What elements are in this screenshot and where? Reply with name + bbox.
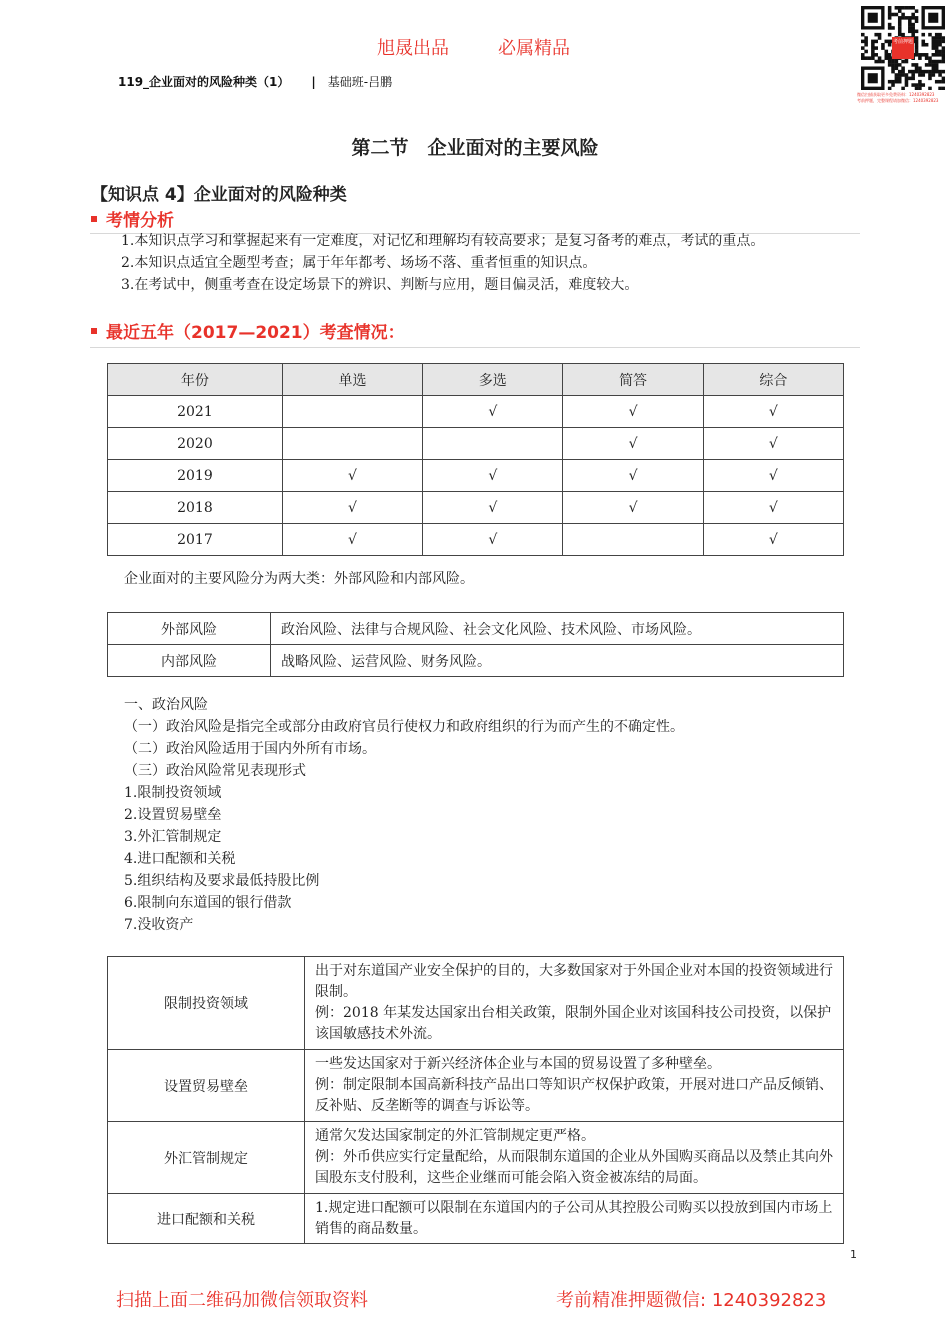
- form-line: 例：制定限制本国高新科技产品出口等知识产权保护政策，开展对进口产品反倾销、反补贴、反垄断等的调查与诉讼等。: [315, 1077, 833, 1114]
- list-item: 一、政治风险: [124, 697, 208, 713]
- form-line: 通常欠发达国家制定的外汇管制规定更严格。: [315, 1128, 595, 1144]
- risk-type-table: [107, 612, 844, 677]
- table-cell: √: [703, 460, 843, 492]
- form-key: 设置贸易壁垒: [108, 1050, 305, 1122]
- table-row: [108, 613, 844, 645]
- list-item: 2.设置贸易壁垒: [124, 807, 222, 823]
- table-cell: 2018: [108, 492, 283, 524]
- risk-type-value: 政治风险、法律与合规风险、社会文化风险、技术风险、市场风险。: [271, 613, 844, 645]
- column-header: 简答: [563, 364, 703, 396]
- risk-type-value: 战略风险、运营风险、财务风险。: [271, 645, 844, 677]
- list-item: 5.组织结构及要求最低持股比例: [124, 873, 320, 889]
- list-item: 1.限制投资领域: [124, 785, 222, 801]
- table-row: [108, 428, 844, 460]
- table-cell: 2020: [108, 428, 283, 460]
- list-item: 6.限制向东道国的银行借款: [124, 895, 292, 911]
- form-key: 进口配额和关税: [108, 1194, 305, 1244]
- table-row: [108, 460, 844, 492]
- doc-title: 119_企业面对的风险种类（1）: [118, 75, 290, 89]
- table-row: [108, 492, 844, 524]
- table-cell: √: [703, 396, 843, 428]
- column-header: 年份: [108, 364, 283, 396]
- table-cell: 2021: [108, 396, 283, 428]
- list-item: （二）政治风险适用于国内外所有市场。: [124, 741, 376, 757]
- divider: [90, 347, 860, 348]
- form-value: [305, 1122, 844, 1194]
- form-key: 限制投资领域: [108, 957, 305, 1050]
- qr-code[interactable]: [861, 6, 945, 90]
- history-heading: [91, 318, 405, 343]
- table-cell: √: [563, 460, 703, 492]
- exam-history-table: [107, 363, 844, 556]
- column-header: 单选: [282, 364, 422, 396]
- exam-analysis-body: [91, 230, 861, 296]
- political-risk-list: [124, 694, 844, 936]
- table-cell: √: [563, 492, 703, 524]
- table-cell: 2019: [108, 460, 283, 492]
- risk-type-key: 内部风险: [108, 645, 271, 677]
- table-cell: √: [423, 460, 563, 492]
- table-cell: √: [282, 524, 422, 556]
- form-value: [305, 1194, 844, 1244]
- table-cell: √: [563, 396, 703, 428]
- section-title: 第二节 企业面对的主要风险: [351, 137, 599, 159]
- form-value: [305, 957, 844, 1050]
- table-cell: √: [282, 492, 422, 524]
- table-row: [108, 396, 844, 428]
- footer-wechat-label: 考前精准押题微信:: [556, 1290, 707, 1311]
- column-header: 综合: [703, 364, 843, 396]
- history-heading-text: 最近五年（2017—2021）考查情况：: [106, 323, 405, 343]
- banner-left: 旭晟出品: [377, 38, 449, 59]
- table-row: [108, 524, 844, 556]
- table-row: [108, 1194, 844, 1244]
- analysis-item: 3.在考试中，侧重考查在设定场景下的辨识、判断与应用，题目偏灵活，难度较大。: [121, 277, 639, 293]
- bullet-square-icon: [91, 216, 97, 222]
- table-cell: √: [423, 396, 563, 428]
- qr-note-line: 微信扫描获取更多免费资料：1240392823: [857, 92, 935, 97]
- list-item: 7.没收资产: [124, 917, 194, 933]
- list-item: 3.外汇管制规定: [124, 829, 222, 845]
- table-cell: [282, 428, 422, 460]
- risk-intro: 企业面对的主要风险分为两大类：外部风险和内部风险。: [124, 571, 474, 587]
- table-cell: √: [703, 428, 843, 460]
- banner-right: 必属精品: [498, 38, 570, 59]
- analysis-item: 2.本知识点适宜全题型考查；属于年年都考、场场不落、重者恒重的知识点。: [121, 255, 597, 271]
- table-cell: √: [703, 492, 843, 524]
- breadcrumb-divider: |: [311, 75, 316, 89]
- exam-analysis-heading-text: 考情分析: [106, 211, 174, 231]
- table-row: [108, 645, 844, 677]
- form-line: 出于对东道国产业安全保护的目的，大多数国家对于外国企业对本国的投资领域进行限制。: [315, 963, 833, 1000]
- table-row: [108, 957, 844, 1050]
- table-row: [108, 1050, 844, 1122]
- table-cell: [423, 428, 563, 460]
- form-line: 1.规定进口配额可以限制在东道国内的子公司从其控股公司购买以投放到国内市场上销售的商品数量。: [315, 1199, 833, 1237]
- page-number: 1: [850, 1248, 857, 1261]
- table-header-row: [108, 364, 844, 396]
- table-cell: [282, 396, 422, 428]
- list-item: 4.进口配额和关税: [124, 851, 236, 867]
- qr-note: [857, 92, 947, 104]
- knowledge-point-title: 【知识点 4】企业面对的风险种类: [91, 185, 347, 205]
- form-key: 外汇管制规定: [108, 1122, 305, 1194]
- table-cell: 2017: [108, 524, 283, 556]
- footer-right: [556, 1286, 826, 1312]
- form-line: 例：外币供应实行定量配给，从而限制东道国的企业从外国购买商品以及禁止其向外国股东支付股利，这些企业继而可能会陷入资金被冻结的局面。: [315, 1149, 833, 1186]
- qr-badge: 考前押题: [892, 37, 914, 59]
- qr-note-line: 考前押题，完整课程请加微信：1240392823: [857, 98, 939, 103]
- table-cell: √: [563, 428, 703, 460]
- bullet-square-icon: [91, 328, 97, 334]
- table-cell: √: [423, 524, 563, 556]
- exam-analysis-heading: [91, 206, 174, 231]
- form-value: [305, 1050, 844, 1122]
- table-cell: √: [282, 460, 422, 492]
- table-cell: √: [703, 524, 843, 556]
- form-line: 一些发达国家对于新兴经济体企业与本国的贸易设置了多种壁垒。: [315, 1056, 721, 1072]
- table-row: [108, 1122, 844, 1194]
- list-item: （一）政治风险是指完全或部分由政府官员行使权力和政府组织的行为而产生的不确定性。: [124, 719, 684, 735]
- political-risk-forms-table: [107, 956, 844, 1244]
- analysis-item: 1.本知识点学习和掌握起来有一定难度，对记忆和理解均有较高要求；是复习备考的难点，考试的重点。: [121, 233, 765, 249]
- breadcrumb: [118, 73, 392, 90]
- footer-wechat-number: 1240392823: [711, 1290, 827, 1311]
- risk-type-key: 外部风险: [108, 613, 271, 645]
- form-line: 例：2018 年某发达国家出台相关政策，限制外国企业对该国科技公司投资，以保护该国敏感技术外流。: [315, 1005, 832, 1042]
- list-item: （三）政治风险常见表现形式: [124, 763, 306, 779]
- table-cell: √: [423, 492, 563, 524]
- course-name: 基础班-吕鹏: [327, 75, 393, 89]
- column-header: 多选: [423, 364, 563, 396]
- footer-left: 扫描上面二维码加微信领取资料: [116, 1290, 368, 1311]
- table-cell: [563, 524, 703, 556]
